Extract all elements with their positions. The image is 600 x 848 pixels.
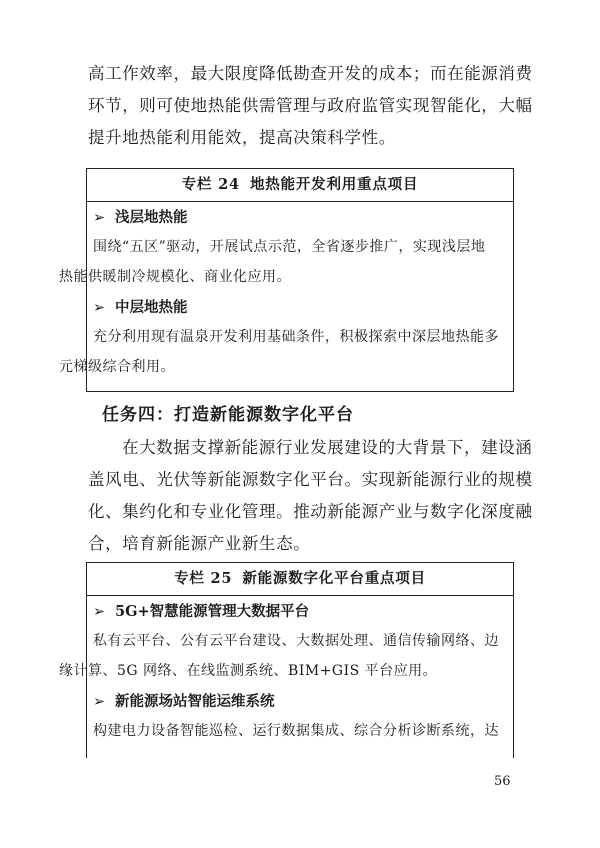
box-25-item-2-heading — [87, 688, 513, 716]
box-24-item-1-body — [59, 232, 513, 292]
box-25-item-2-body — [87, 716, 513, 746]
box-25-item-1-line-2: 缘计算、5G 网络、在线监测系统、BIM+GIS 平台应用。 — [59, 663, 438, 679]
box-25-item-2-line-1: 构建电力设备智能巡检、运行数据集成、综合分析诊断系统，达 — [93, 723, 499, 739]
box-24-item-2-heading — [87, 294, 513, 322]
task-heading: 任务四：打造新能源数字化平台 — [102, 405, 354, 425]
column-box-25 — [59, 562, 514, 758]
box-24-item-1-heading — [87, 204, 513, 232]
task-line-4: 合，培育新能源产业新生态。 — [88, 534, 311, 553]
intro-line-3: 提升地热能利用能效，提高决策科学性。 — [88, 128, 396, 147]
box-25-number: 专栏 25 — [174, 570, 233, 587]
intro-line-1: 高工作效率，最大限度降低勘查开发的成本；而在能源消费 — [88, 64, 533, 83]
box-25-item-1-line-1: 私有云平台、公有云平台建设、大数据处理、通信传输网络、边 — [93, 633, 499, 649]
intro-line-2: 环节，则可使地热能供需管理与政府监管实现智能化，大幅 — [88, 96, 533, 115]
box-24-item-1-line-1: 围绕“五区”驱动，开展试点示范，全省逐步推广，实现浅层地 — [93, 239, 486, 255]
arrow-bullet-icon: ➢ — [93, 210, 106, 226]
box-24-item-2-line-1: 充分利用现有温泉开发利用基础条件，积极探索中深层地热能多 — [93, 329, 499, 345]
box-25-item-1-heading — [87, 598, 513, 626]
box-24-item-2-body — [59, 322, 513, 382]
box-25-item-1-body — [59, 626, 513, 686]
arrow-bullet-icon: ➢ — [93, 604, 106, 620]
box-24-item-1-line-2: 热能供暖制冷规模化、商业化应用。 — [59, 269, 291, 285]
arrow-bullet-icon: ➢ — [93, 694, 106, 710]
box-24-item-2-line-2: 元梯级综合利用。 — [59, 359, 175, 375]
task-paragraph — [88, 432, 533, 560]
box-24-title-text: 地热能开发利用重点项目 — [249, 176, 419, 193]
column-box-24 — [59, 168, 514, 392]
box-24-title — [87, 169, 513, 202]
arrow-bullet-icon: ➢ — [93, 300, 106, 316]
task-line-2: 盖风电、光伏等新能源数字化平台。实现新能源行业的规模 — [88, 470, 533, 489]
task-line-1: 在大数据支撑新能源行业发展建设的大背景下，建设涵 — [122, 438, 533, 457]
intro-paragraph — [88, 58, 533, 154]
box-24-number: 专栏 24 — [181, 176, 240, 193]
box-25-item-1-heading-text: 5G+智慧能源管理大数据平台 — [115, 603, 310, 620]
task-line-3: 化、集约化和专业化管理。推动新能源产业与数字化深度融 — [88, 502, 533, 521]
page-number: 56 — [494, 774, 511, 789]
box-24-item-1-heading-text: 浅层地热能 — [115, 209, 188, 226]
box-25-title — [87, 563, 513, 596]
box-24-item-2-heading-text: 中层地热能 — [115, 299, 188, 316]
box-25-title-text: 新能源数字化平台重点项目 — [242, 570, 426, 587]
box-25-item-2-heading-text: 新能源场站智能运维系统 — [115, 693, 275, 710]
